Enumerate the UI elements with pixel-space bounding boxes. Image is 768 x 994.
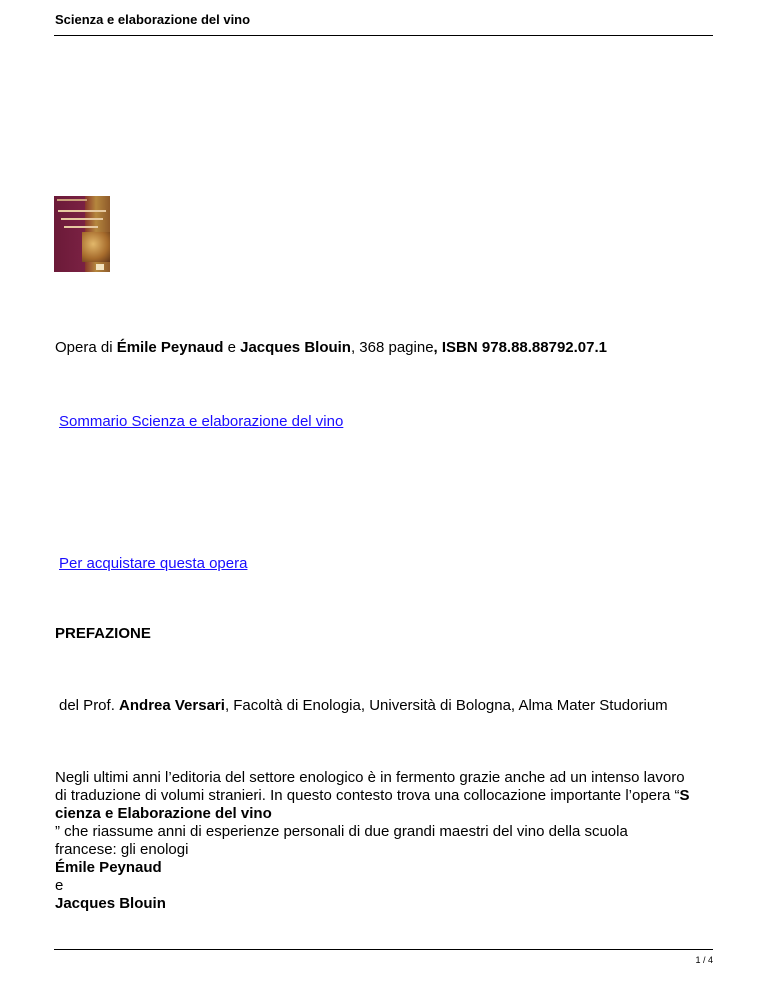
preface-author: del Prof. Andrea Versari, Facoltà di Enologia, Università di Bologna, Alma Mater Studorium: [59, 697, 668, 714]
summary-link[interactable]: Sommario Scienza e elaborazione del vino: [59, 413, 344, 430]
header-rule: [54, 35, 713, 36]
prof-name: Andrea Versari: [119, 697, 225, 714]
author-blouin: Jacques Blouin: [240, 339, 351, 356]
preface-paragraph: Negli ultimi anni l’editoria del settore enologico è in fermento grazie anche ad un intenso lavoro di traduzione di volumi stranieri. In questo contesto trova una collocazione importante l’opera “S cienza e Elaborazione del vino ” che riassume anni di esperienze personali di due grandi maestri del vino della scuola francese: gli enologi Émile Peynaud e Jacques Blouin: [55, 769, 690, 912]
book-details: Opera di Émile Peynaud e Jacques Blouin, 368 pagine, ISBN 978.88.88792.07.1: [55, 339, 608, 356]
book-cover-image: [54, 196, 110, 272]
preface-heading: PREFAZIONE: [55, 625, 151, 642]
footer-rule: [54, 949, 713, 950]
buy-link[interactable]: Per acquistare questa opera: [59, 555, 248, 572]
author-peynaud: Émile Peynaud: [116, 339, 224, 356]
isbn: , ISBN 978.88.88792.07.1: [433, 339, 608, 356]
page-number: 1 / 4: [695, 955, 713, 965]
page-header-title: Scienza e elaborazione del vino: [55, 12, 251, 27]
